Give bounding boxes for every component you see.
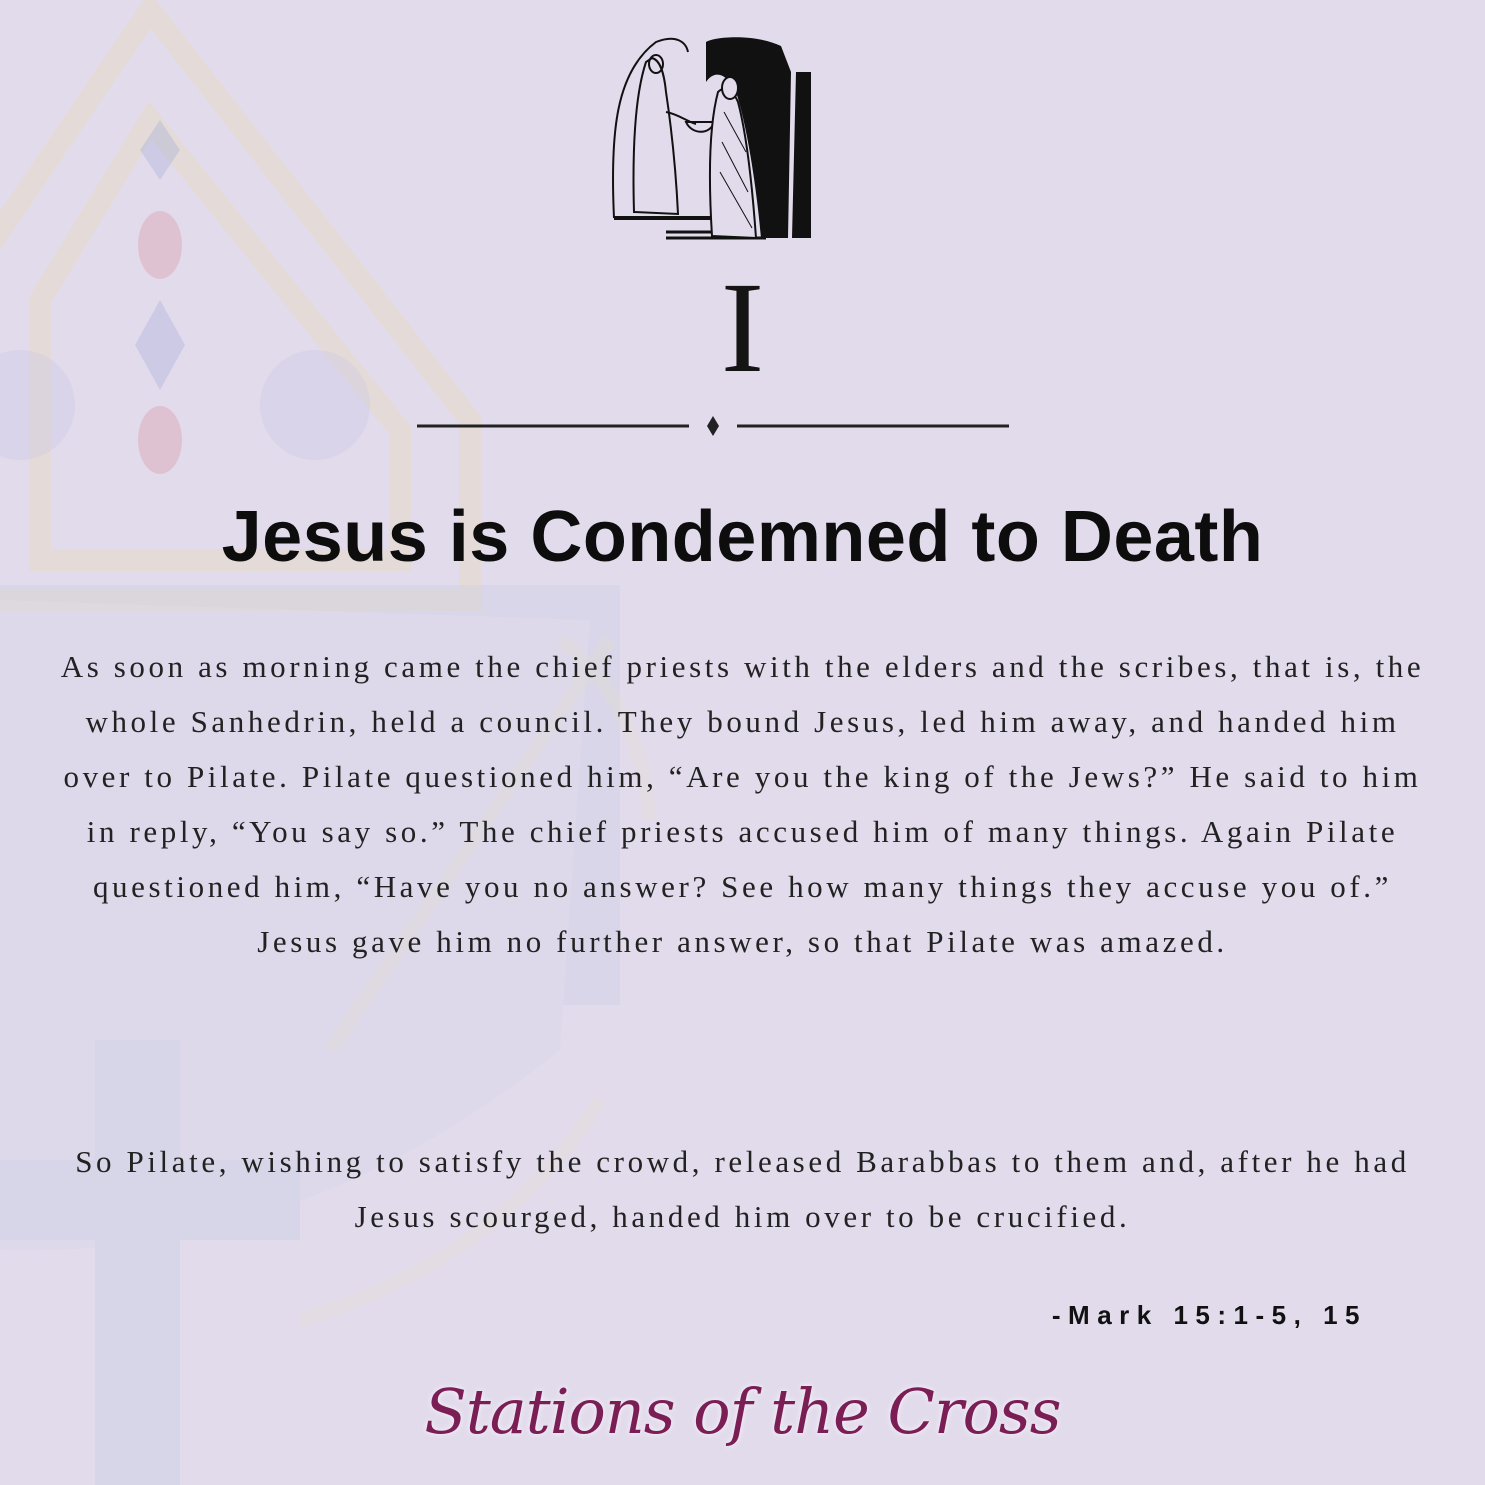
station-title: Jesus is Condemned to Death — [221, 497, 1264, 577]
footer-title: Stations of the Cross — [424, 1375, 1061, 1448]
diamond-divider-icon — [415, 413, 1011, 439]
scripture-citation: -Mark 15:1-5, 15 — [1051, 1300, 1367, 1330]
scripture-paragraph-1: As soon as morning came the chief priests with the elders and the scribes, that is, the whole Sanhedrin, held a council. They bound Jesus, led him away, and handed him over to Pilate. Pilate questioned him, “Are you the king of the Jews?” He said to him in reply, “You say so.” The chief priests accused him of many things. Again Pilate questioned him, “Have you no answer? See how many things they accuse you of.” Jesus gave him no further answer, so that Pilate was amazed. — [60, 649, 1425, 959]
scripture-paragraph-2: So Pilate, wishing to satisfy the crowd, released Barabbas to them and, after he had Jesus scourged, handed him over to be crucified. — [75, 1144, 1410, 1234]
station-numeral: I — [720, 256, 765, 400]
pilate-washing-hands-illustration — [606, 32, 818, 246]
